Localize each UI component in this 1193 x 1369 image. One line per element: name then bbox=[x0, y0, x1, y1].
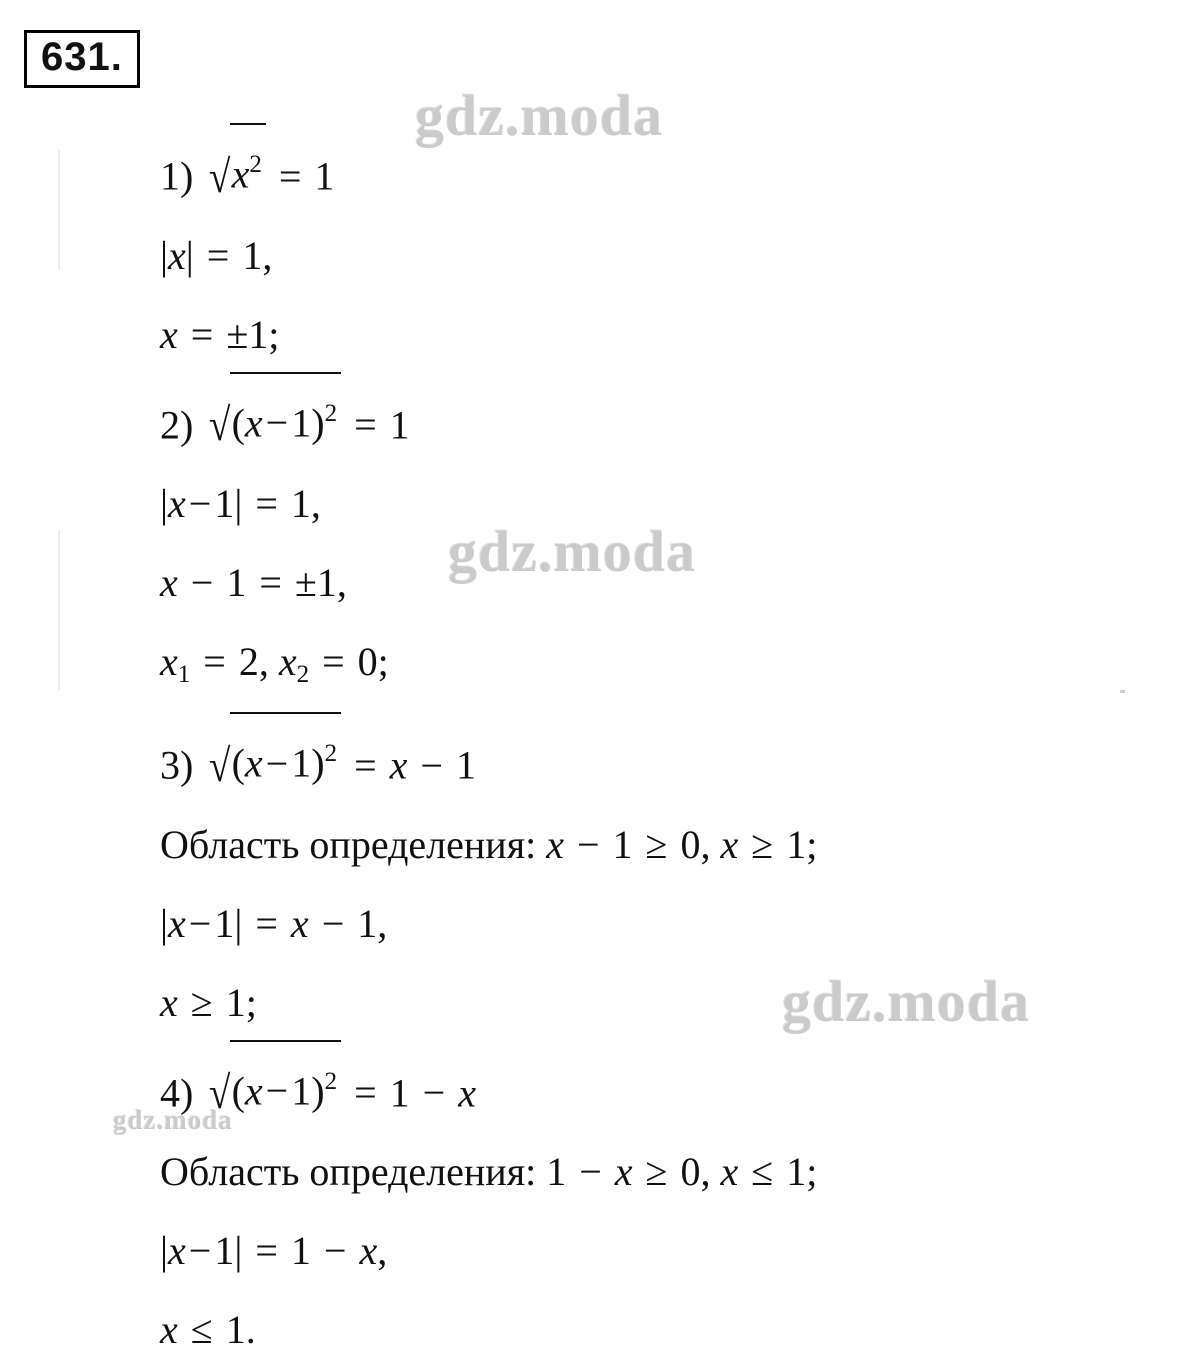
variable-x: x bbox=[160, 311, 178, 357]
variable-x: x bbox=[278, 639, 297, 684]
value-one: 1 bbox=[389, 402, 410, 447]
minus-sign: − bbox=[576, 821, 600, 867]
less-equal-sign: ≤ bbox=[751, 1149, 774, 1194]
solution-line-8 bbox=[160, 714, 1180, 805]
equals-sign: = bbox=[206, 232, 230, 278]
abs-bar-left: | bbox=[160, 481, 169, 526]
variable-x: x bbox=[168, 900, 186, 946]
minus-sign: − bbox=[321, 900, 345, 946]
value-one: 1 bbox=[290, 1228, 311, 1273]
comma: , bbox=[377, 900, 388, 946]
item-label-2: 2) bbox=[160, 402, 194, 447]
comma: , bbox=[700, 1149, 711, 1194]
minus-sign: − bbox=[265, 1068, 289, 1113]
comma: , bbox=[262, 232, 273, 278]
domain-label: Область определения: bbox=[160, 1149, 537, 1194]
minus-sign: − bbox=[190, 560, 214, 605]
variable-x: x bbox=[359, 1228, 378, 1273]
value-one: 1 bbox=[214, 481, 235, 526]
solution-line-9 bbox=[160, 805, 1180, 884]
semicolon: ; bbox=[806, 821, 818, 867]
variable-x: x bbox=[160, 1307, 178, 1352]
exponent-2: 2 bbox=[249, 151, 262, 178]
value-one: 1 bbox=[214, 1228, 235, 1273]
subscript-2: 2 bbox=[296, 661, 310, 688]
solution-line-2 bbox=[160, 216, 1180, 295]
equals-sign: = bbox=[354, 1070, 377, 1115]
greater-equal-sign: ≥ bbox=[645, 821, 668, 867]
minus-sign: − bbox=[579, 1149, 602, 1194]
subscript-1: 1 bbox=[177, 661, 191, 688]
abs-bar-right: | bbox=[234, 1228, 243, 1273]
comma: , bbox=[700, 821, 711, 867]
plus-minus-sign: ± bbox=[294, 560, 317, 605]
value-one: 1 bbox=[357, 900, 378, 946]
equals-sign: = bbox=[255, 481, 278, 526]
variable-x: x bbox=[458, 1070, 476, 1115]
solution-line-7 bbox=[160, 622, 1180, 714]
variable-x: x bbox=[290, 900, 309, 946]
greater-equal-sign: ≥ bbox=[190, 979, 213, 1025]
item-label-1: 1) bbox=[160, 153, 194, 199]
value-one: 1 bbox=[248, 311, 269, 357]
variable-x: x bbox=[168, 481, 186, 526]
value-one: 1 bbox=[389, 1070, 410, 1115]
abs-bar-right: | bbox=[234, 481, 243, 526]
plus-minus-sign: ± bbox=[226, 311, 249, 357]
abs-bar-right: | bbox=[185, 232, 194, 278]
minus-sign: − bbox=[422, 1070, 446, 1115]
solution-line-10 bbox=[160, 884, 1180, 963]
variable-x: x bbox=[160, 979, 178, 1025]
left-paren: ( bbox=[231, 1068, 245, 1113]
domain-label: Область определения: bbox=[160, 821, 537, 867]
variable-x: x bbox=[244, 1068, 263, 1113]
variable-x: x bbox=[168, 232, 186, 278]
value-one: 1 bbox=[291, 740, 312, 786]
equals-sign: = bbox=[255, 900, 278, 946]
radical-expression bbox=[203, 714, 341, 805]
equals-sign: = bbox=[354, 742, 377, 788]
comma: , bbox=[258, 639, 269, 684]
comma: , bbox=[310, 481, 321, 526]
minus-sign: − bbox=[265, 740, 289, 786]
left-paren: ( bbox=[231, 400, 245, 445]
solution-line-5 bbox=[160, 464, 1180, 543]
radical-sign: √ bbox=[209, 739, 231, 791]
equals-sign: = bbox=[322, 639, 345, 684]
value-one: 1 bbox=[612, 821, 633, 867]
value-zero: 0 bbox=[357, 639, 378, 684]
value-one: 1 bbox=[226, 560, 247, 605]
abs-bar-left: | bbox=[160, 900, 169, 946]
solution-line-4 bbox=[160, 374, 1180, 465]
radical-sign: √ bbox=[209, 150, 231, 202]
watermark: gdz.moda bbox=[782, 969, 1031, 1034]
minus-sign: − bbox=[188, 900, 212, 946]
solution-body bbox=[160, 125, 1180, 1369]
value-one: 1 bbox=[225, 979, 246, 1025]
semicolon: ; bbox=[268, 311, 280, 357]
variable-x: x bbox=[720, 821, 739, 867]
semicolon: ; bbox=[245, 979, 257, 1025]
value-one: 1 bbox=[242, 232, 263, 278]
watermark: gdz.moda bbox=[113, 1105, 233, 1135]
variable-x: x bbox=[389, 742, 408, 788]
right-paren: ) bbox=[311, 400, 325, 445]
exponent-2: 2 bbox=[324, 1067, 338, 1095]
scan-artifact bbox=[58, 530, 60, 690]
variable-x: x bbox=[244, 740, 263, 786]
equals-sign: = bbox=[259, 560, 282, 605]
greater-equal-sign: ≥ bbox=[751, 821, 774, 867]
value-one: 1 bbox=[786, 1149, 807, 1194]
period: . bbox=[245, 1307, 256, 1352]
value-one: 1 bbox=[290, 481, 311, 526]
equals-sign: = bbox=[255, 1228, 278, 1273]
semicolon: ; bbox=[377, 639, 389, 684]
value-one: 1 bbox=[291, 400, 312, 445]
solution-line-13 bbox=[160, 1132, 1180, 1211]
value-one: 1 bbox=[291, 1068, 312, 1113]
watermark: gdz.moda bbox=[415, 83, 664, 148]
minus-sign: − bbox=[420, 742, 443, 788]
scan-artifact bbox=[58, 150, 60, 270]
radical-sign: √ bbox=[209, 399, 231, 450]
value-one: 1 bbox=[214, 900, 235, 946]
exponent-2: 2 bbox=[324, 740, 338, 767]
variable-x: x bbox=[231, 151, 250, 197]
abs-bar-left: | bbox=[160, 1228, 169, 1273]
solution-line-1 bbox=[160, 125, 1180, 216]
value-zero: 0 bbox=[680, 821, 701, 867]
equals-sign: = bbox=[190, 311, 214, 357]
minus-sign: − bbox=[265, 400, 289, 445]
watermark: gdz.moda bbox=[448, 519, 697, 584]
right-paren: ) bbox=[311, 1068, 325, 1113]
solution-line-14 bbox=[160, 1211, 1180, 1290]
exercise-number: 631. bbox=[24, 30, 140, 88]
value-one: 1 bbox=[314, 153, 335, 199]
value-one: 1 bbox=[786, 821, 807, 867]
radical-expression bbox=[203, 125, 266, 216]
solution-line-15 bbox=[160, 1290, 1180, 1369]
radical-expression bbox=[203, 1042, 341, 1133]
value-zero: 0 bbox=[680, 1149, 701, 1194]
minus-sign: − bbox=[188, 481, 212, 526]
solution-line-12 bbox=[160, 1042, 1180, 1133]
variable-x: x bbox=[168, 1228, 186, 1273]
abs-bar-right: | bbox=[234, 900, 243, 946]
variable-x: x bbox=[160, 639, 178, 684]
value-one: 1 bbox=[455, 742, 476, 788]
equals-sign: = bbox=[354, 402, 377, 447]
value-two: 2 bbox=[238, 639, 259, 684]
value-one: 1 bbox=[316, 560, 337, 605]
equals-sign: = bbox=[278, 153, 302, 199]
radical-expression bbox=[203, 374, 341, 465]
variable-x: x bbox=[614, 1149, 633, 1194]
minus-sign: − bbox=[188, 1228, 212, 1273]
semicolon: ; bbox=[806, 1149, 818, 1194]
item-label-4: 4) bbox=[160, 1070, 194, 1115]
solution-line-3 bbox=[160, 295, 1180, 374]
equals-sign: = bbox=[203, 639, 226, 684]
left-paren: ( bbox=[231, 740, 245, 786]
abs-bar-left: | bbox=[160, 232, 169, 278]
greater-equal-sign: ≥ bbox=[645, 1149, 668, 1194]
item-label-3: 3) bbox=[160, 742, 194, 788]
solution-line-11 bbox=[160, 963, 1180, 1042]
value-one: 1 bbox=[546, 1149, 567, 1194]
less-equal-sign: ≤ bbox=[190, 1307, 213, 1352]
variable-x: x bbox=[546, 821, 564, 867]
variable-x: x bbox=[244, 400, 263, 445]
comma: , bbox=[336, 560, 347, 605]
exponent-2: 2 bbox=[324, 399, 338, 427]
value-one: 1 bbox=[225, 1307, 246, 1352]
minus-sign: − bbox=[323, 1228, 347, 1273]
solution-line-6 bbox=[160, 543, 1180, 622]
radical-sign: √ bbox=[209, 1067, 231, 1118]
comma: , bbox=[377, 1228, 388, 1273]
right-paren: ) bbox=[311, 740, 325, 786]
variable-x: x bbox=[720, 1149, 739, 1194]
variable-x: x bbox=[160, 560, 178, 605]
